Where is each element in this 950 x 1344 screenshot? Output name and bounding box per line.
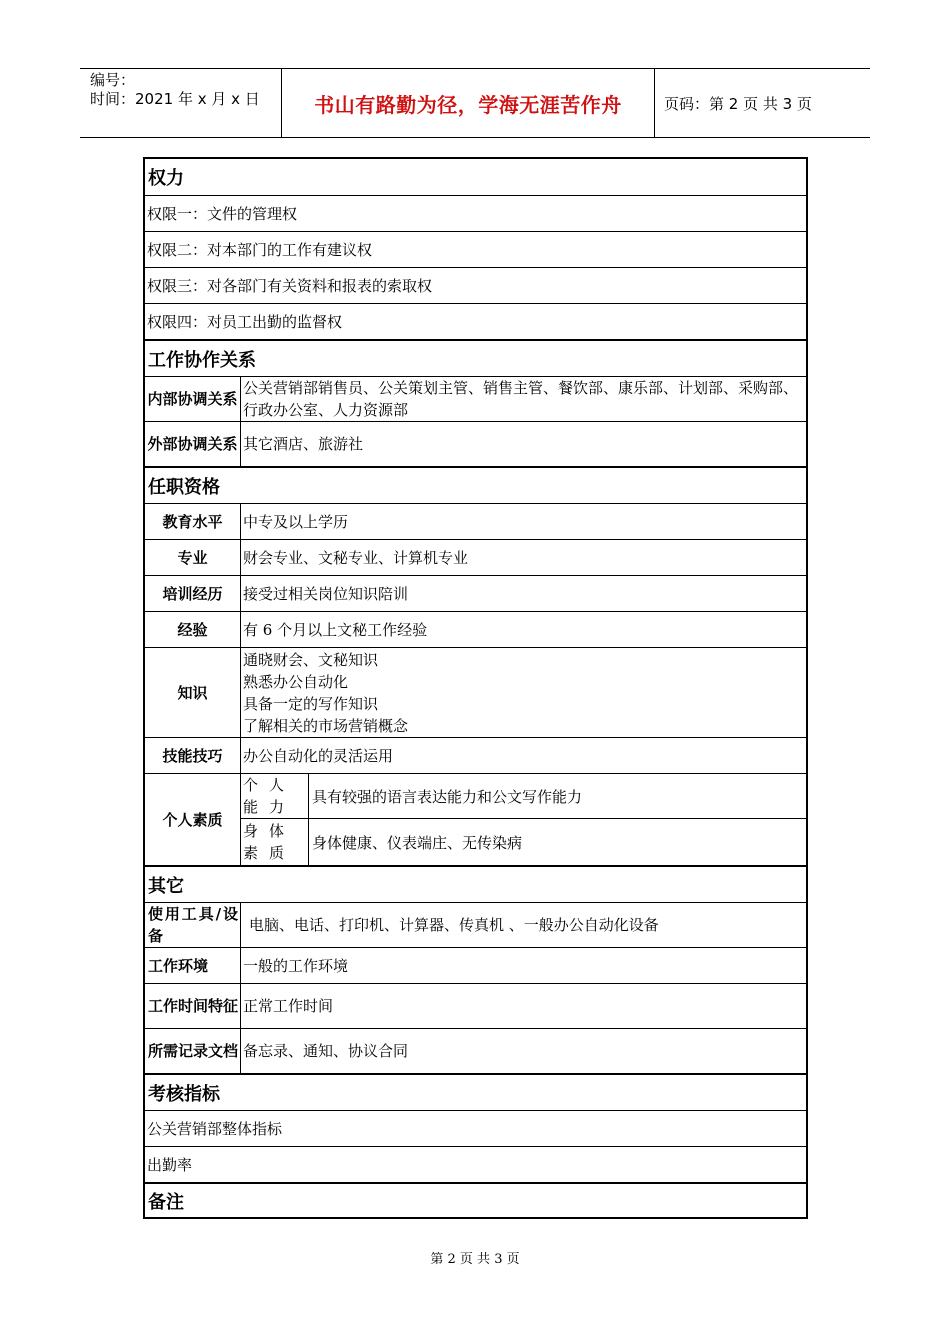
physical-value: 身体健康、仪表端庄、无传染病 bbox=[312, 833, 523, 852]
knowledge-item: 熟悉办公自动化 bbox=[243, 672, 349, 691]
external-coordination-value: 其它酒店、旅游社 bbox=[243, 435, 364, 453]
ability-subrow bbox=[241, 774, 806, 819]
section-assessment-title: 考核指标 bbox=[145, 1075, 806, 1111]
header-meta bbox=[80, 69, 282, 137]
ability-label: 个人能力 bbox=[241, 774, 309, 818]
knowledge-item: 通晓财会、文秘知识 bbox=[243, 650, 379, 669]
header-motto: 书山有路勤为径，学海无涯苦作舟 bbox=[282, 69, 655, 137]
internal-coordination-value: 公关营销部销售员、公关策划主管、销售主管、餐饮部、康乐部、计划部、采购部、行政办公室、人力资源部 bbox=[243, 379, 799, 419]
personal-quality-label: 个人素质 bbox=[145, 774, 241, 865]
experience-label: 经验 bbox=[145, 612, 241, 647]
ability-value: 具有较强的语言表达能力和公文写作能力 bbox=[312, 787, 583, 806]
major-label: 专业 bbox=[145, 540, 241, 575]
training-label: 培训经历 bbox=[145, 576, 241, 611]
tools-label: 使用工具/设备 bbox=[145, 903, 241, 947]
internal-coordination-label: 内部协调关系 bbox=[145, 377, 241, 421]
section-authority-title: 权力 bbox=[145, 159, 806, 196]
education-label: 教育水平 bbox=[145, 504, 241, 539]
knowledge-row bbox=[145, 648, 806, 738]
physical-subrow bbox=[241, 819, 806, 865]
tools-value: 电脑、电话、打印机、计算器、传真机 、一般办公自动化设备 bbox=[249, 916, 659, 934]
experience-row bbox=[145, 612, 806, 648]
internal-coordination-row bbox=[145, 377, 806, 422]
work-time-label: 工作时间特征 bbox=[145, 984, 241, 1028]
assessment-item: 出勤率 bbox=[145, 1147, 806, 1184]
section-qualification-title: 任职资格 bbox=[145, 468, 806, 504]
job-description-table bbox=[143, 157, 808, 1219]
skills-value: 办公自动化的灵活运用 bbox=[243, 746, 394, 765]
skills-row bbox=[145, 738, 806, 774]
section-other-title: 其它 bbox=[145, 867, 806, 903]
physical-label: 身体素质 bbox=[241, 819, 309, 865]
documents-value: 备忘录、通知、协议合同 bbox=[243, 1042, 409, 1060]
skills-label: 技能技巧 bbox=[145, 738, 241, 773]
documents-label: 所需记录文档 bbox=[145, 1029, 241, 1073]
document-header bbox=[80, 68, 870, 138]
knowledge-list bbox=[241, 648, 806, 737]
authority-item: 权限三：对各部门有关资料和报表的索取权 bbox=[145, 268, 806, 304]
experience-value: 有 6 个月以上文秘工作经验 bbox=[243, 620, 428, 639]
authority-item: 权限四：对员工出勤的监督权 bbox=[145, 304, 806, 341]
documents-row bbox=[145, 1029, 806, 1075]
external-coordination-row bbox=[145, 422, 806, 468]
section-remarks-title: 备注 bbox=[148, 1191, 184, 1213]
knowledge-item: 了解相关的市场营销概念 bbox=[243, 716, 409, 735]
major-row bbox=[145, 540, 806, 576]
page-footer: 第 2 页 共 3 页 bbox=[430, 1252, 520, 1267]
personal-quality-row bbox=[145, 774, 806, 867]
education-row bbox=[145, 504, 806, 540]
environment-label: 工作环境 bbox=[145, 948, 241, 983]
education-value: 中专及以上学历 bbox=[243, 512, 349, 531]
authority-item: 权限一：文件的管理权 bbox=[145, 196, 806, 232]
section-cooperation-title: 工作协作关系 bbox=[145, 341, 806, 377]
environment-value: 一般的工作环境 bbox=[243, 956, 349, 975]
knowledge-item: 具备一定的写作知识 bbox=[243, 694, 379, 713]
knowledge-label: 知识 bbox=[145, 648, 241, 737]
work-time-value: 正常工作时间 bbox=[243, 997, 334, 1015]
tools-row bbox=[145, 903, 806, 948]
training-value: 接受过相关岗位知识陪训 bbox=[243, 584, 409, 603]
environment-row bbox=[145, 948, 806, 984]
external-coordination-label: 外部协调关系 bbox=[145, 422, 241, 466]
assessment-item: 公关营销部整体指标 bbox=[145, 1111, 806, 1147]
header-time: 时间：2021 年 x 月 x 日 bbox=[90, 90, 260, 108]
header-page: 页码：第 2 页 共 3 页 bbox=[664, 94, 812, 113]
authority-item: 权限二：对本部门的工作有建议权 bbox=[145, 232, 806, 268]
major-value: 财会专业、文秘专业、计算机专业 bbox=[243, 548, 469, 567]
training-row bbox=[145, 576, 806, 612]
work-time-row bbox=[145, 984, 806, 1029]
header-number: 编号： bbox=[90, 71, 136, 89]
